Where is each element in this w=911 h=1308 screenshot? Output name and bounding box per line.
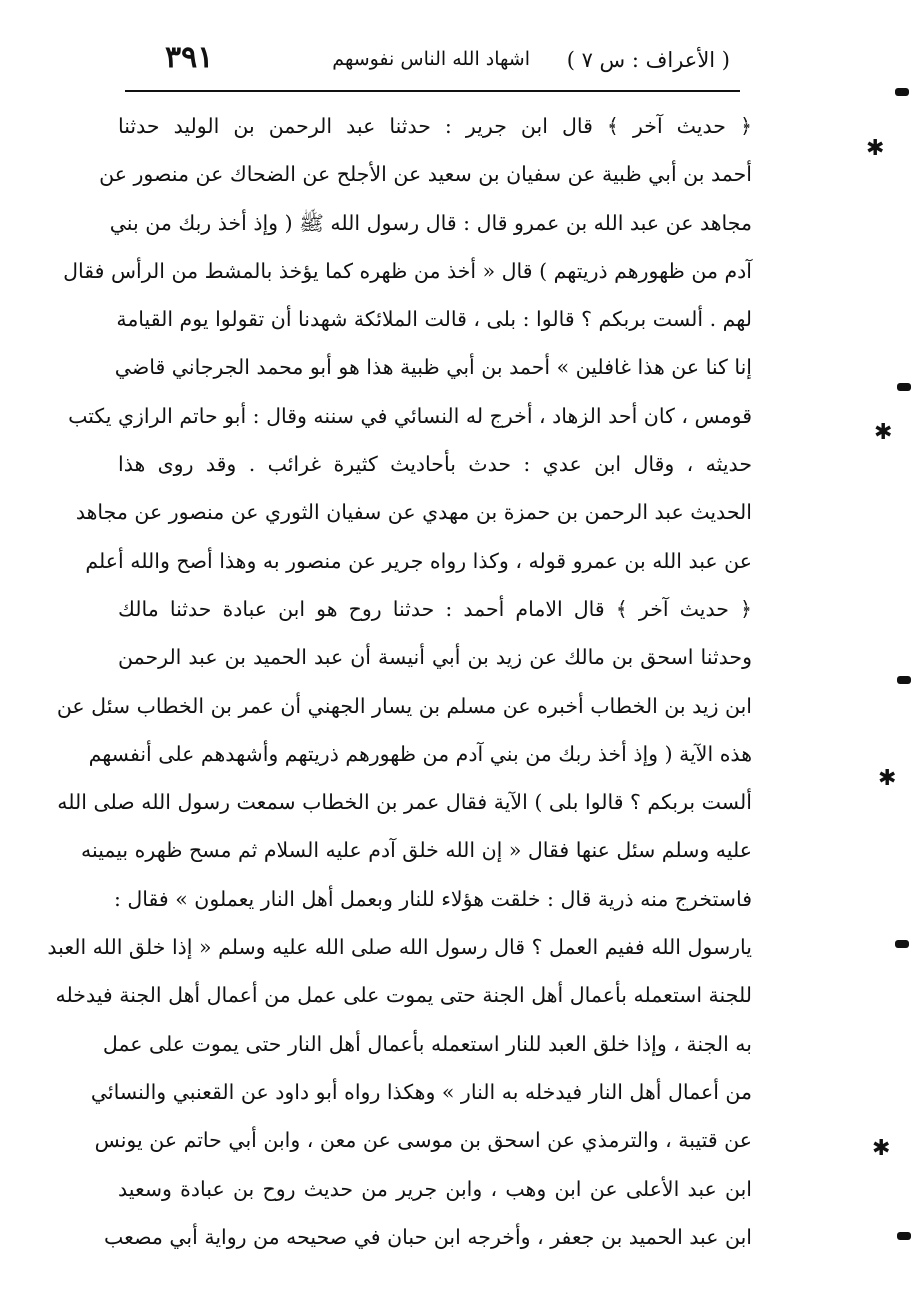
text-line: ﴿ حديث آخر ﴾ قال ابن جرير : حدثنا عبد الرحمن بن الوليد حدثنا [118,114,752,138]
text-line: من أعمال أهل النار فيدخله به النار » وهكذا رواه أبو داود عن القعنبي والنسائي [90,1079,752,1104]
text-line: لهم . ألست بربكم ؟ قالوا : بلى ، قالت الملائكة شهدنا أن تقولوا يوم القيامة [116,307,752,332]
text-line: قومس ، كان أحد الزهاد ، أخرج له النسائي في سننه وقال : أبو حاتم الرازي يكتب [68,403,752,428]
margin-dash-mark [895,88,909,96]
text-line: وحدثنا اسحق بن مالك عن زيد بن أبي أنيسة أن عبد الحميد بن عبد الرحمن [118,645,752,670]
page-number: ٣٩١ [165,40,214,75]
margin-star-mark: ✱ [872,1136,891,1161]
header-rule [125,90,740,92]
text-line: يارسول الله ففيم العمل ؟ قال رسول الله صلى الله عليه وسلم « إذا خلق الله العبد [47,935,752,960]
margin-dash-mark [897,383,911,391]
text-line: ألست بربكم ؟ قالوا بلى ) الآية فقال عمر بن الخطاب سمعت رسول الله صلى الله [57,790,752,815]
margin-star-mark: ✱ [866,136,885,161]
header-title: اشهاد الله الناس نفوسهم [332,48,530,70]
text-line: هذه الآية ( وإذ أخذ ربك من بني آدم من ظهورهم ذريتهم وأشهدهم على أنفسهم [88,741,752,766]
text-line: ابن عبد الأعلى عن ابن وهب ، وابن جرير من حديث روح بن عبادة وسعيد [118,1176,752,1201]
margin-dash-mark [897,676,911,684]
text-line: عن عبد الله بن عمرو قوله ، وكذا رواه جرير عن منصور به وهذا أصح والله أعلم [85,548,752,573]
text-line: ابن عبد الحميد بن جعفر ، وأخرجه ابن حبان في صحيحه من رواية أبي مصعب [104,1224,752,1249]
body-text [47,102,752,1261]
text-line: مجاهد عن عبد الله بن عمرو قال : قال رسول الله ﷺ ( وإذ أخذ ربك من بني [109,210,752,235]
text-line: للجنة استعمله بأعمال أهل الجنة حتى يموت على عمل من أعمال أهل الجنة فيدخله [55,983,752,1008]
text-line: ﴿ حديث آخر ﴾ قال الامام أحمد : حدثنا روح هو ابن عبادة حدثنا مالك [118,596,752,621]
margin-dash-mark [895,940,909,948]
text-line: الحديث عبد الرحمن بن حمزة بن مهدي عن سفيان الثوري عن منصور عن مجاهد [75,500,752,525]
text-line: إنا كنا عن هذا غافلين » أحمد بن أبي ظبية هذا هو أبو محمد الجرجاني قاضي [114,355,752,380]
text-line: حديثه ، وقال ابن عدي : حدث بأحاديث كثيرة غرائب . وقد روى هذا [118,452,752,477]
text-line: أحمد بن أبي ظبية عن سفيان بن سعيد عن الأجلح عن الضحاك عن منصور عن [99,162,752,187]
text-line: ابن زيد بن الخطاب أخبره عن مسلم بن يسار الجهني أن عمر بن الخطاب سئل عن [56,693,752,718]
text-line: فاستخرج منه ذرية قال : خلقت هؤلاء للنار وبعمل أهل النار يعملون » فقال : [113,886,752,911]
text-line: عن قتيبة ، والترمذي عن اسحق بن موسى عن معن ، وابن أبي حاتم عن يونس [94,1128,752,1153]
margin-dash-mark [897,1232,911,1240]
text-line: آدم من ظهورهم ذريتهم ) قال « أخذ من ظهره كما يؤخذ بالمشط من الرأس فقال [63,258,752,283]
text-line: به الجنة ، وإذا خلق العبد للنار استعمله بأعمال أهل النار حتى يموت على عمل [102,1031,752,1056]
running-header [125,42,740,84]
text-line: عليه وسلم سئل عنها فقال « إن الله خلق آدم عليه السلام ثم مسح ظهره بيمينه [81,838,752,863]
margin-star-mark: ✱ [874,420,893,445]
surah-reference: ( الأعراف : س ٧ ) [566,48,730,72]
margin-star-mark: ✱ [878,766,897,791]
